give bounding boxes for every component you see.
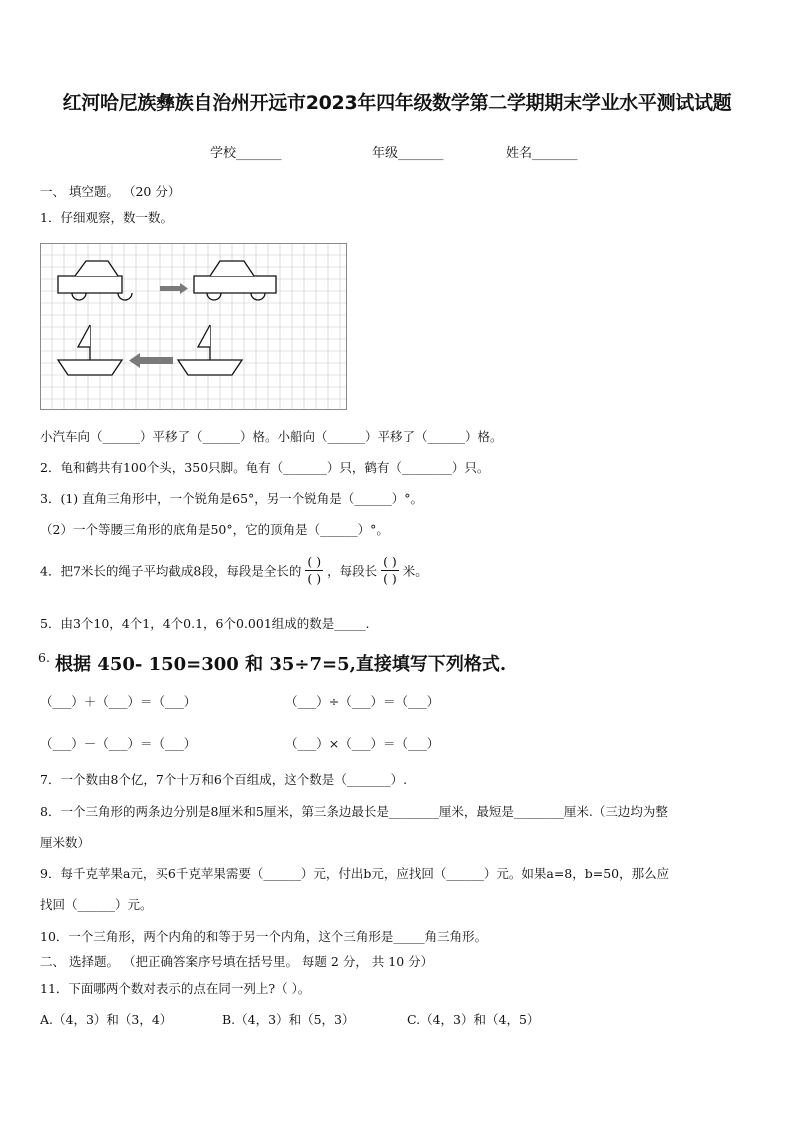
q4-suffix: 米。 — [402, 563, 428, 579]
q4-prefix: 4．把7米长的绳子平均截成8段，每段是全长的 — [40, 563, 302, 579]
q4-fraction-1 — [305, 554, 323, 587]
question-8b: 厘米数） — [40, 835, 91, 850]
q4-frac2-den: ( ) — [383, 571, 397, 586]
question-5: 5．由3个10，4个1，4个0.1，6个0.001组成的数是_____. — [40, 616, 370, 631]
q11-option-c: C.（4，3）和（4，5） — [407, 1012, 540, 1027]
q6-row1-right: （___）÷（___）＝（___） — [285, 694, 440, 709]
question-7: 7．一个数由8个亿，7个十万和6个百组成，这个数是（_______）. — [40, 772, 408, 787]
q4-frac1-den: ( ) — [307, 571, 322, 586]
question-1-answer: 小汽车向（______）平移了（______）格。小船向（______）平移了（______）格。 — [40, 429, 503, 444]
section-1-heading: 一、 填空题。 （20 分） — [40, 184, 181, 199]
section-2-heading: 二、 选择题。 （把正确答案序号填在括号里。 每题 2 分， 共 10 分） — [40, 954, 434, 969]
question-11: 11．下面哪两个数对表示的点在同一列上?（ ）。 — [40, 981, 311, 996]
question-10: 10．一个三角形，两个内角的和等于另一个内角，这个三角形是_____角三角形。 — [40, 929, 488, 944]
question-9b: 找回（______）元。 — [40, 897, 153, 912]
q11-option-a: A.（4，3）和（3，4） — [40, 1012, 173, 1027]
q6-number: 6. — [38, 650, 50, 665]
question-2: 2．龟和鹤共有100个头，350只脚。龟有（_______）只，鹤有（________）只。 — [40, 460, 490, 475]
grade-field: 年级_______ — [372, 146, 444, 161]
question-8a: 8．一个三角形的两条边分别是8厘米和5厘米，第三条边最长是________厘米，最短是________厘米.（三边均为整 — [40, 804, 668, 819]
boat-left — [58, 325, 122, 375]
question-4 — [40, 554, 428, 587]
school-field: 学校_______ — [210, 146, 282, 161]
question-6 — [38, 650, 506, 676]
q4-fraction-2 — [381, 554, 399, 587]
q6-row2-right: （___）×（___）＝（___） — [285, 736, 440, 751]
boat-right — [178, 325, 242, 375]
q4-middle: ，每段长 — [327, 563, 378, 579]
q6-text: 根据 450- 150=300 和 35÷7=5,直接填写下列格式. — [55, 654, 507, 675]
grid-figure — [40, 243, 348, 411]
page-title: 红河哈尼族彝族自治州开远市2023年四年级数学第二学期期末学业水平测试试题 — [62, 92, 732, 114]
q4-frac1-num: ( ) — [307, 554, 322, 569]
q6-row1-left: （___）＋（___）＝（___） — [40, 694, 197, 709]
question-3b: （2）一个等腰三角形的底角是50°，它的顶角是（______）°。 — [40, 522, 389, 537]
q4-frac2-num: ( ) — [383, 554, 397, 569]
question-9a: 9．每千克苹果a元，买6千克苹果需要（______）元，付出b元，应找回（______）元。如果a=8，b=50，那么应 — [40, 866, 670, 881]
arrow-left-icon — [129, 353, 173, 368]
q6-row2-left: （___）－（___）＝（___） — [40, 736, 197, 751]
q11-option-b: B.（4，3）和（5，3） — [222, 1012, 355, 1027]
question-1: 1．仔细观察，数一数。 — [40, 210, 173, 225]
question-3a: 3．(1) 直角三角形中，一个锐角是65°，另一个锐角是（______）°。 — [40, 491, 424, 506]
name-field: 姓名_______ — [506, 146, 578, 161]
